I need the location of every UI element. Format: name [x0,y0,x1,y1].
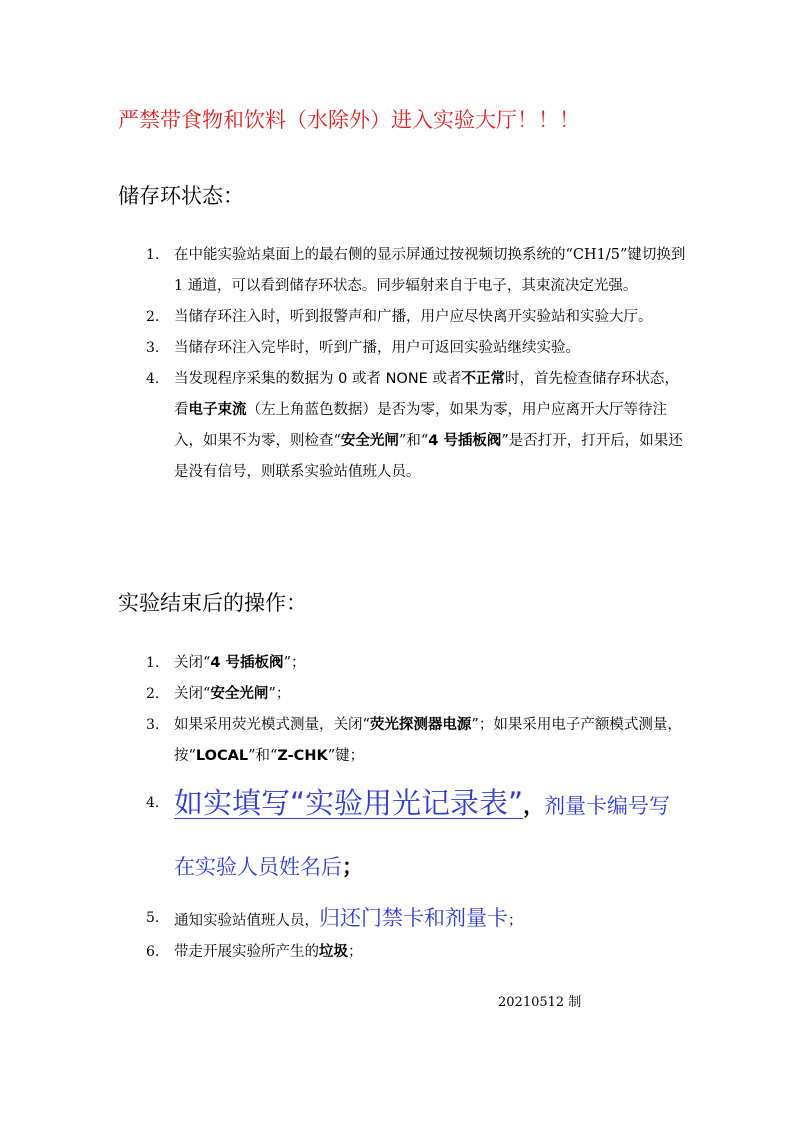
item-text: 或者 [347,371,386,387]
item-number: 3. [146,340,160,356]
emphasis-safety-shutter: 安全光闸 [210,686,269,702]
item-text: ”是否打开，打开后，如果还是没有信号，则联系实验站值班人员。 [174,433,683,480]
item-text: 或者 [427,371,462,387]
emphasis-fluorescence-detector-power: 荧光探测器电源 [369,717,472,733]
item-text: （左上角蓝色数据）是否为零，如果为零，用户应离开大厅等待注入，如果不为零，则检查“ [174,402,667,449]
storage-ring-status-heading: 储存环状态： [118,184,244,208]
value-none: NONE [385,371,428,387]
list-item [0,364,686,488]
post-experiment-list [0,648,686,968]
item-text: ； [342,855,363,879]
document-date-footer: 20210512 制 [498,995,582,1010]
warning-banner: 严禁带食物和饮料（水除外）进入实验大厅！！！ [118,108,580,132]
item-text: 当储存环注入完毕时，听到广播，用户可返回实验站继续实验。 [174,340,580,356]
item-text: 关闭“ [174,655,211,671]
list-item [0,333,686,364]
storage-ring-status-list [0,240,686,488]
list-item [0,302,686,333]
emphasis-garbage: 垃圾 [319,944,348,960]
item-number: 2. [146,686,160,702]
item-text: ， [523,794,545,818]
list-item [0,710,686,772]
item-text: 当发现程序采集的数据为 [174,371,339,387]
list-item [0,240,686,302]
list-item [0,903,686,937]
list-item [0,648,686,679]
item-text: ”；如果采用电子产额模式测量，按“ [174,717,682,764]
item-text: ”； [268,686,291,702]
list-item [0,937,686,968]
item-text: ”； [283,655,306,671]
item-text: 关闭“ [174,686,211,702]
key-local: LOCAL [195,748,249,764]
item-number: 6. [146,944,160,960]
emphasis-gate-valve: 4 号插板阀 [210,655,284,671]
dosimeter-instruction: 剂量卡编号写在实验人员姓名后 [174,794,671,879]
post-experiment-heading: 实验结束后的操作： [118,591,307,615]
item-text: ”键； [327,748,365,764]
item-number: 3. [146,717,160,733]
item-text: 时，首先检查储存环状态，看 [174,371,679,418]
key-z-chk: Z-CHK [277,748,328,764]
item-text: 带走开展实验所产生的 [174,944,319,960]
emphasis-safety-shutter: 安全光闸 [340,433,399,449]
item-number: 2. [146,309,160,325]
item-text: 当储存环注入时，听到报警声和广播，用户应尽快离开实验站和实验大厅。 [174,309,653,325]
emphasis-abnormal: 不正常 [461,371,505,387]
item-text: 在中能实验站桌面上的最右侧的显示屏通过按视频切换系统的“CH1/5”键切换到 1 通道，可以看到储存环状态。同步辐射来自于电子，其束流决定光强。 [174,247,686,294]
item-text: ”和“ [398,433,429,449]
value-zero: 0 [338,371,348,387]
item-text: 如果采用荧光模式测量，关闭“ [174,717,370,733]
item-number: 4. [146,795,160,811]
list-item [0,772,686,899]
list-item [0,679,686,710]
item-number: 1. [146,247,160,263]
item-text: ； [508,913,523,929]
item-text: ； [348,944,363,960]
emphasis-gate-valve: 4 号插板阀 [428,433,502,449]
item-number: 5. [146,910,160,926]
item-text: ”和“ [248,748,278,764]
return-cards-instruction: 归还门禁卡和剂量卡 [319,906,508,930]
emphasis-beam-current: 电子束流 [188,402,247,418]
item-number: 4. [146,371,160,387]
item-text: 通知实验站值班人员， [174,913,319,929]
item-number: 1. [146,655,160,671]
beam-usage-record-link[interactable]: 如实填写“实验用光记录表” [174,786,524,820]
